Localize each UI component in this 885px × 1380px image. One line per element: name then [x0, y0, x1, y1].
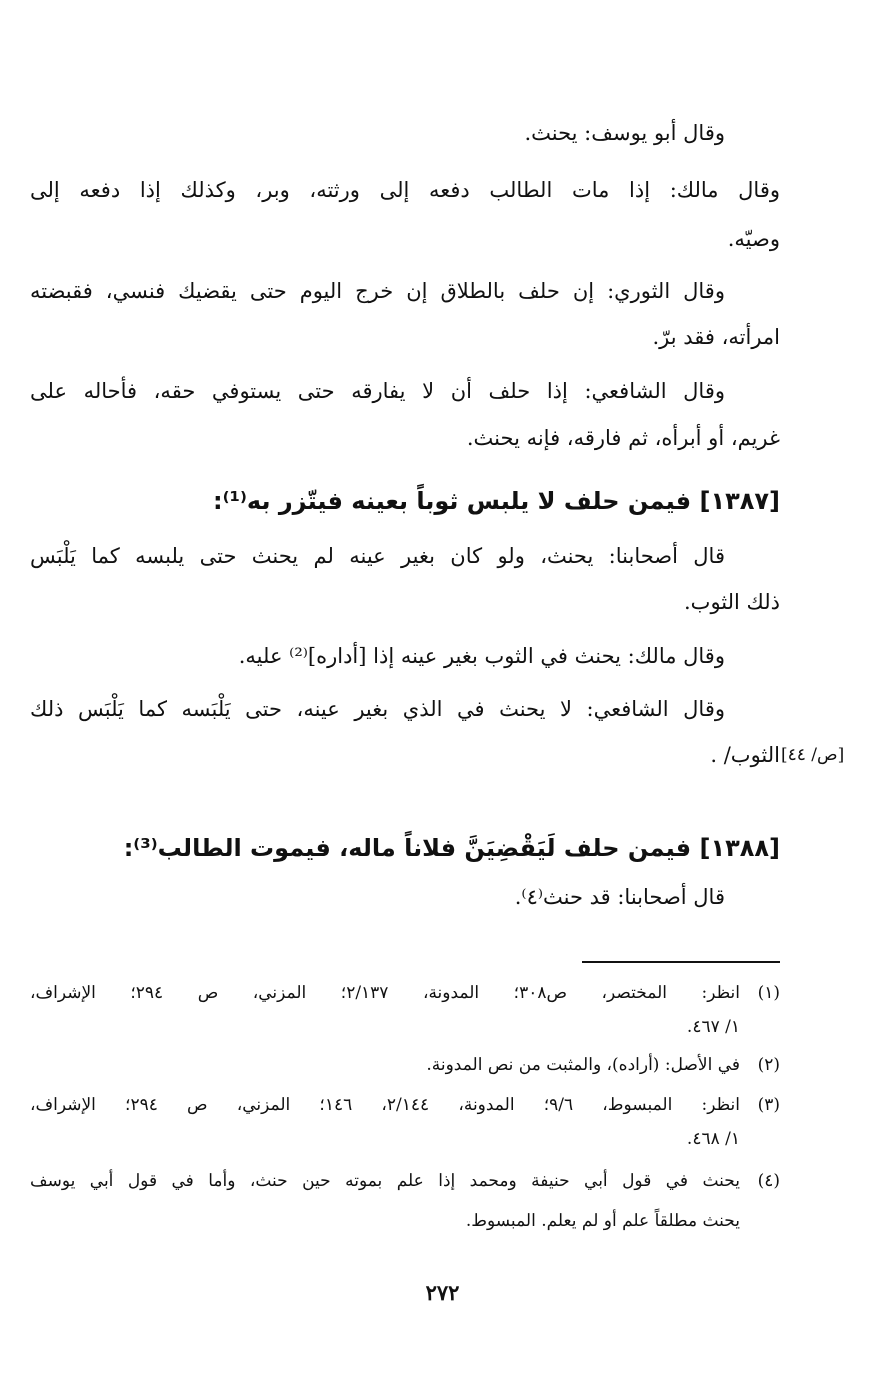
footnote-line: ١/ ٤٦٧. — [686, 1017, 740, 1037]
footnote-number: (٤) — [757, 1171, 780, 1191]
footnote-text: في الأصل: (أراده)، والمثبت من نص المدونة. — [426, 1055, 740, 1075]
text-line: وقال مالك: إذا مات الطالب دفعه إلى ورثته، وبر، وكذلك إذا دفعه إلى — [30, 178, 780, 202]
text-line: ذلك الثوب. — [684, 590, 780, 614]
footnote-number: (٣) — [757, 1095, 780, 1115]
footnote-line: يحنث مطلقاً علم أو لم يعلم. المبسوط. — [465, 1211, 740, 1231]
text-line: وقال الثوري: إن حلف بالطلاق إن خرج اليوم حتى يقضيك فنسي، فقبضته — [30, 279, 725, 303]
page-number: ٢٧٢ — [425, 1280, 460, 1305]
text-line: وقال أبو يوسف: يحنث. — [524, 121, 725, 145]
footnote-text: انظر: المبسوط، ٩/٦؛ المدونة، ٢/١٤٤، ١٤٦؛ المزني، ص ٢٩٤؛ الإشراف، — [30, 1095, 740, 1115]
text-line: غريم، أو أبرأه، ثم فارقه، فإنه يحنث. — [466, 426, 780, 450]
footnote-text: انظر: المختصر، ص٣٠٨؛ المدونة، ٢/١٣٧؛ المزني، ص ٢٩٤؛ الإشراف، — [30, 983, 741, 1003]
footnote-line: ١/ ٤٦٨. — [686, 1129, 740, 1149]
section-heading: [١٣٨٧] فيمن حلف لا يلبس ثوباً بعينه فيتّزر به⁽¹⁾: — [212, 487, 780, 515]
text-line: الثوب/ . — [710, 743, 780, 767]
text-line: امرأته، فقد برّ. — [652, 325, 780, 349]
footnote-line — [30, 980, 780, 1006]
footnote-text: يحنث في قول أبي حنيفة ومحمد إذا علم بموته حين حنث، وأما في قول أبي يوسف — [30, 1171, 740, 1191]
footnote-line — [30, 1168, 780, 1194]
text-line: قال أصحابنا: يحنث، ولو كان بغير عينه لم يحنث حتى يلبسه كما يَلْبَس — [30, 544, 725, 568]
footnote-number: (٢) — [757, 1055, 780, 1075]
text-line: قال أصحابنا: قد حنث⁽٤⁾. — [514, 885, 725, 909]
text-line: وقال الشافعي: إذا حلف أن لا يفارقه حتى يستوفي حقه، فأحاله على — [30, 379, 725, 403]
footnote-line — [30, 1092, 780, 1118]
page-margin-note: [ص/ ٤٤] — [781, 745, 845, 765]
footnote-separator — [582, 961, 780, 963]
text-line: وقال الشافعي: لا يحنث في الذي بغير عينه، حتى يَلْبَسه كما يَلْبَس ذلك — [30, 697, 725, 721]
text-line: وصيّه. — [727, 227, 780, 251]
footnote-line — [426, 1052, 780, 1078]
text-line: وقال مالك: يحنث في الثوب بغير عينه إذا [أداره]⁽²⁾ عليه. — [238, 644, 725, 668]
section-heading: [١٣٨٨] فيمن حلف لَيَقْضِيَنَّ فلاناً ماله، فيموت الطالب⁽³⁾: — [123, 834, 780, 862]
footnote-number: (١) — [757, 983, 781, 1003]
